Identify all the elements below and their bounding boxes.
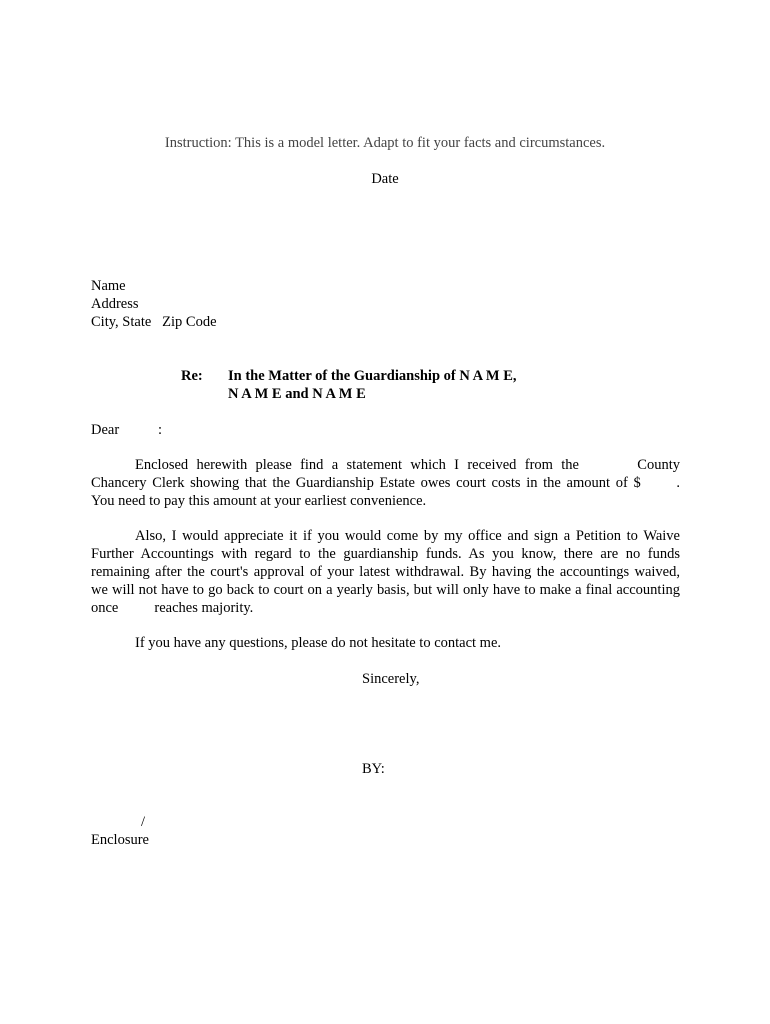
- paragraph-enclosed-line-2: Chancery Clerk showing that the Guardianship Estate owes court costs in the amount of $ .: [91, 475, 680, 491]
- re-line-2: N A M E and N A M E: [228, 386, 366, 402]
- paragraph-petition-line-4: we will not have to go back to court on a yearly basis, but will only have to make a final accounting: [91, 582, 680, 598]
- recipient-city-state-zip: City, State Zip Code: [91, 314, 217, 330]
- initials-slash: /: [141, 814, 146, 830]
- salutation-dear: Dear: [91, 422, 120, 438]
- paragraph-enclosed-line-3: You need to pay this amount at your earliest convenience.: [91, 493, 427, 509]
- re-label: Re:: [181, 368, 203, 384]
- letter-date: Date: [371, 171, 399, 187]
- paragraph-enclosed: [91, 456, 680, 510]
- instruction-note: Instruction: This is a model letter. Adapt to fit your facts and circumstances.: [164, 135, 606, 151]
- paragraph-petition: [91, 527, 680, 617]
- paragraph-petition-line-5: once reaches majority.: [91, 600, 254, 616]
- paragraph-petition-line-2: Further Accountings with regard to the guardianship funds. As you know, there are no funds: [91, 546, 680, 562]
- recipient-address: Address: [91, 296, 139, 312]
- paragraph-enclosed-line-1: Enclosed herewith please find a statement which I received from the County: [135, 457, 680, 473]
- salutation-colon: :: [158, 422, 163, 438]
- closing-sincerely: Sincerely,: [362, 671, 420, 687]
- recipient-name: Name: [91, 278, 126, 294]
- signature-by: BY:: [362, 761, 385, 777]
- enclosure-label: Enclosure: [91, 832, 149, 848]
- re-line-1: In the Matter of the Guardianship of N A M E,: [228, 368, 517, 384]
- paragraph-petition-line-3: remaining after the court's approval of your latest withdrawal. By having the accountings waived,: [91, 564, 680, 580]
- paragraph-questions: If you have any questions, please do not hesitate to contact me.: [135, 635, 502, 651]
- paragraph-petition-line-1: Also, I would appreciate it if you would come by my office and sign a Petition to Waive: [135, 528, 680, 544]
